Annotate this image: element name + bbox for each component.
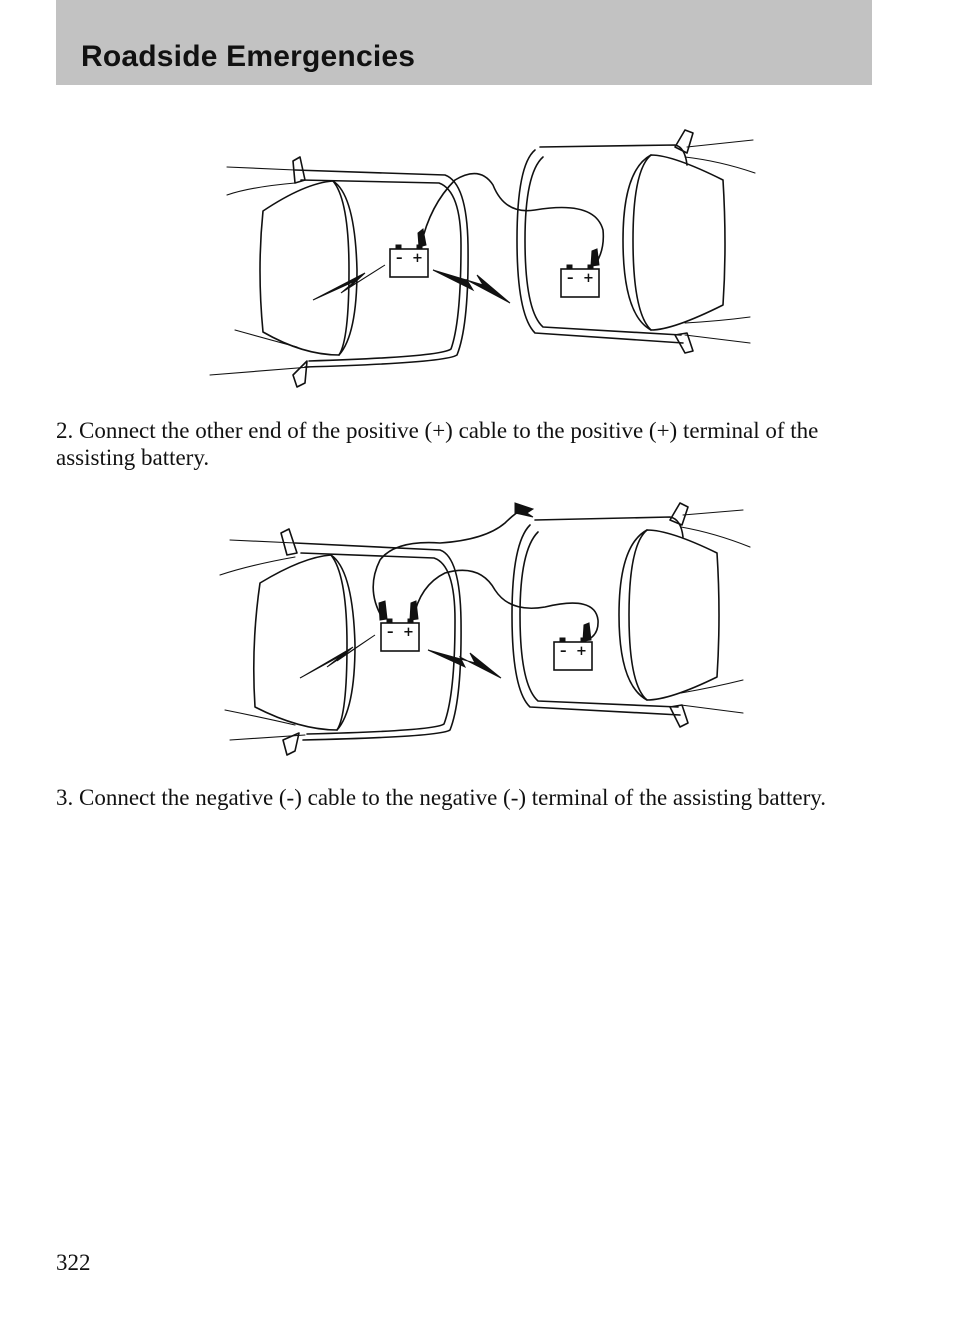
page-number: 322 xyxy=(56,1250,91,1275)
clamp-icon xyxy=(591,249,599,266)
svg-text:–: – xyxy=(387,625,394,640)
assisting-battery xyxy=(554,638,592,670)
svg-text:–: – xyxy=(567,271,574,286)
clamp-icon xyxy=(410,601,418,620)
clamp-icon xyxy=(583,623,591,641)
assisting-vehicle xyxy=(517,130,755,353)
svg-text:–: – xyxy=(396,251,403,266)
jump-start-diagram-1 xyxy=(205,125,765,395)
clamp-icon xyxy=(379,601,387,620)
svg-text:–: – xyxy=(560,644,567,659)
disabled-vehicle xyxy=(210,157,468,387)
section-header xyxy=(56,0,872,85)
negative-cable xyxy=(373,509,523,619)
svg-text:+: + xyxy=(583,271,594,286)
svg-text:+: + xyxy=(412,251,423,266)
spark-icon xyxy=(433,270,510,303)
instruction-step-3: 3. Connect the negative (-) cable to the negative (-) terminal of the assisting battery. xyxy=(56,785,827,810)
assisting-vehicle xyxy=(512,503,750,727)
jump-start-diagram-2 xyxy=(215,495,760,760)
dead-battery xyxy=(381,619,419,651)
spark-icon xyxy=(428,650,501,678)
assisting-battery xyxy=(561,265,599,297)
clamp-icon xyxy=(515,503,533,517)
positive-cable xyxy=(421,174,603,265)
instruction-step-2: 2. Connect the other end of the positive (+) cable to the positive (+) terminal of the assisting battery. xyxy=(56,418,819,470)
dead-battery xyxy=(390,245,428,277)
svg-text:+: + xyxy=(403,625,414,640)
spark-icon xyxy=(300,635,375,678)
disabled-vehicle xyxy=(220,529,461,755)
section-title: Roadside Emergencies xyxy=(81,40,416,73)
positive-cable xyxy=(413,570,598,640)
svg-text:+: + xyxy=(576,644,587,659)
